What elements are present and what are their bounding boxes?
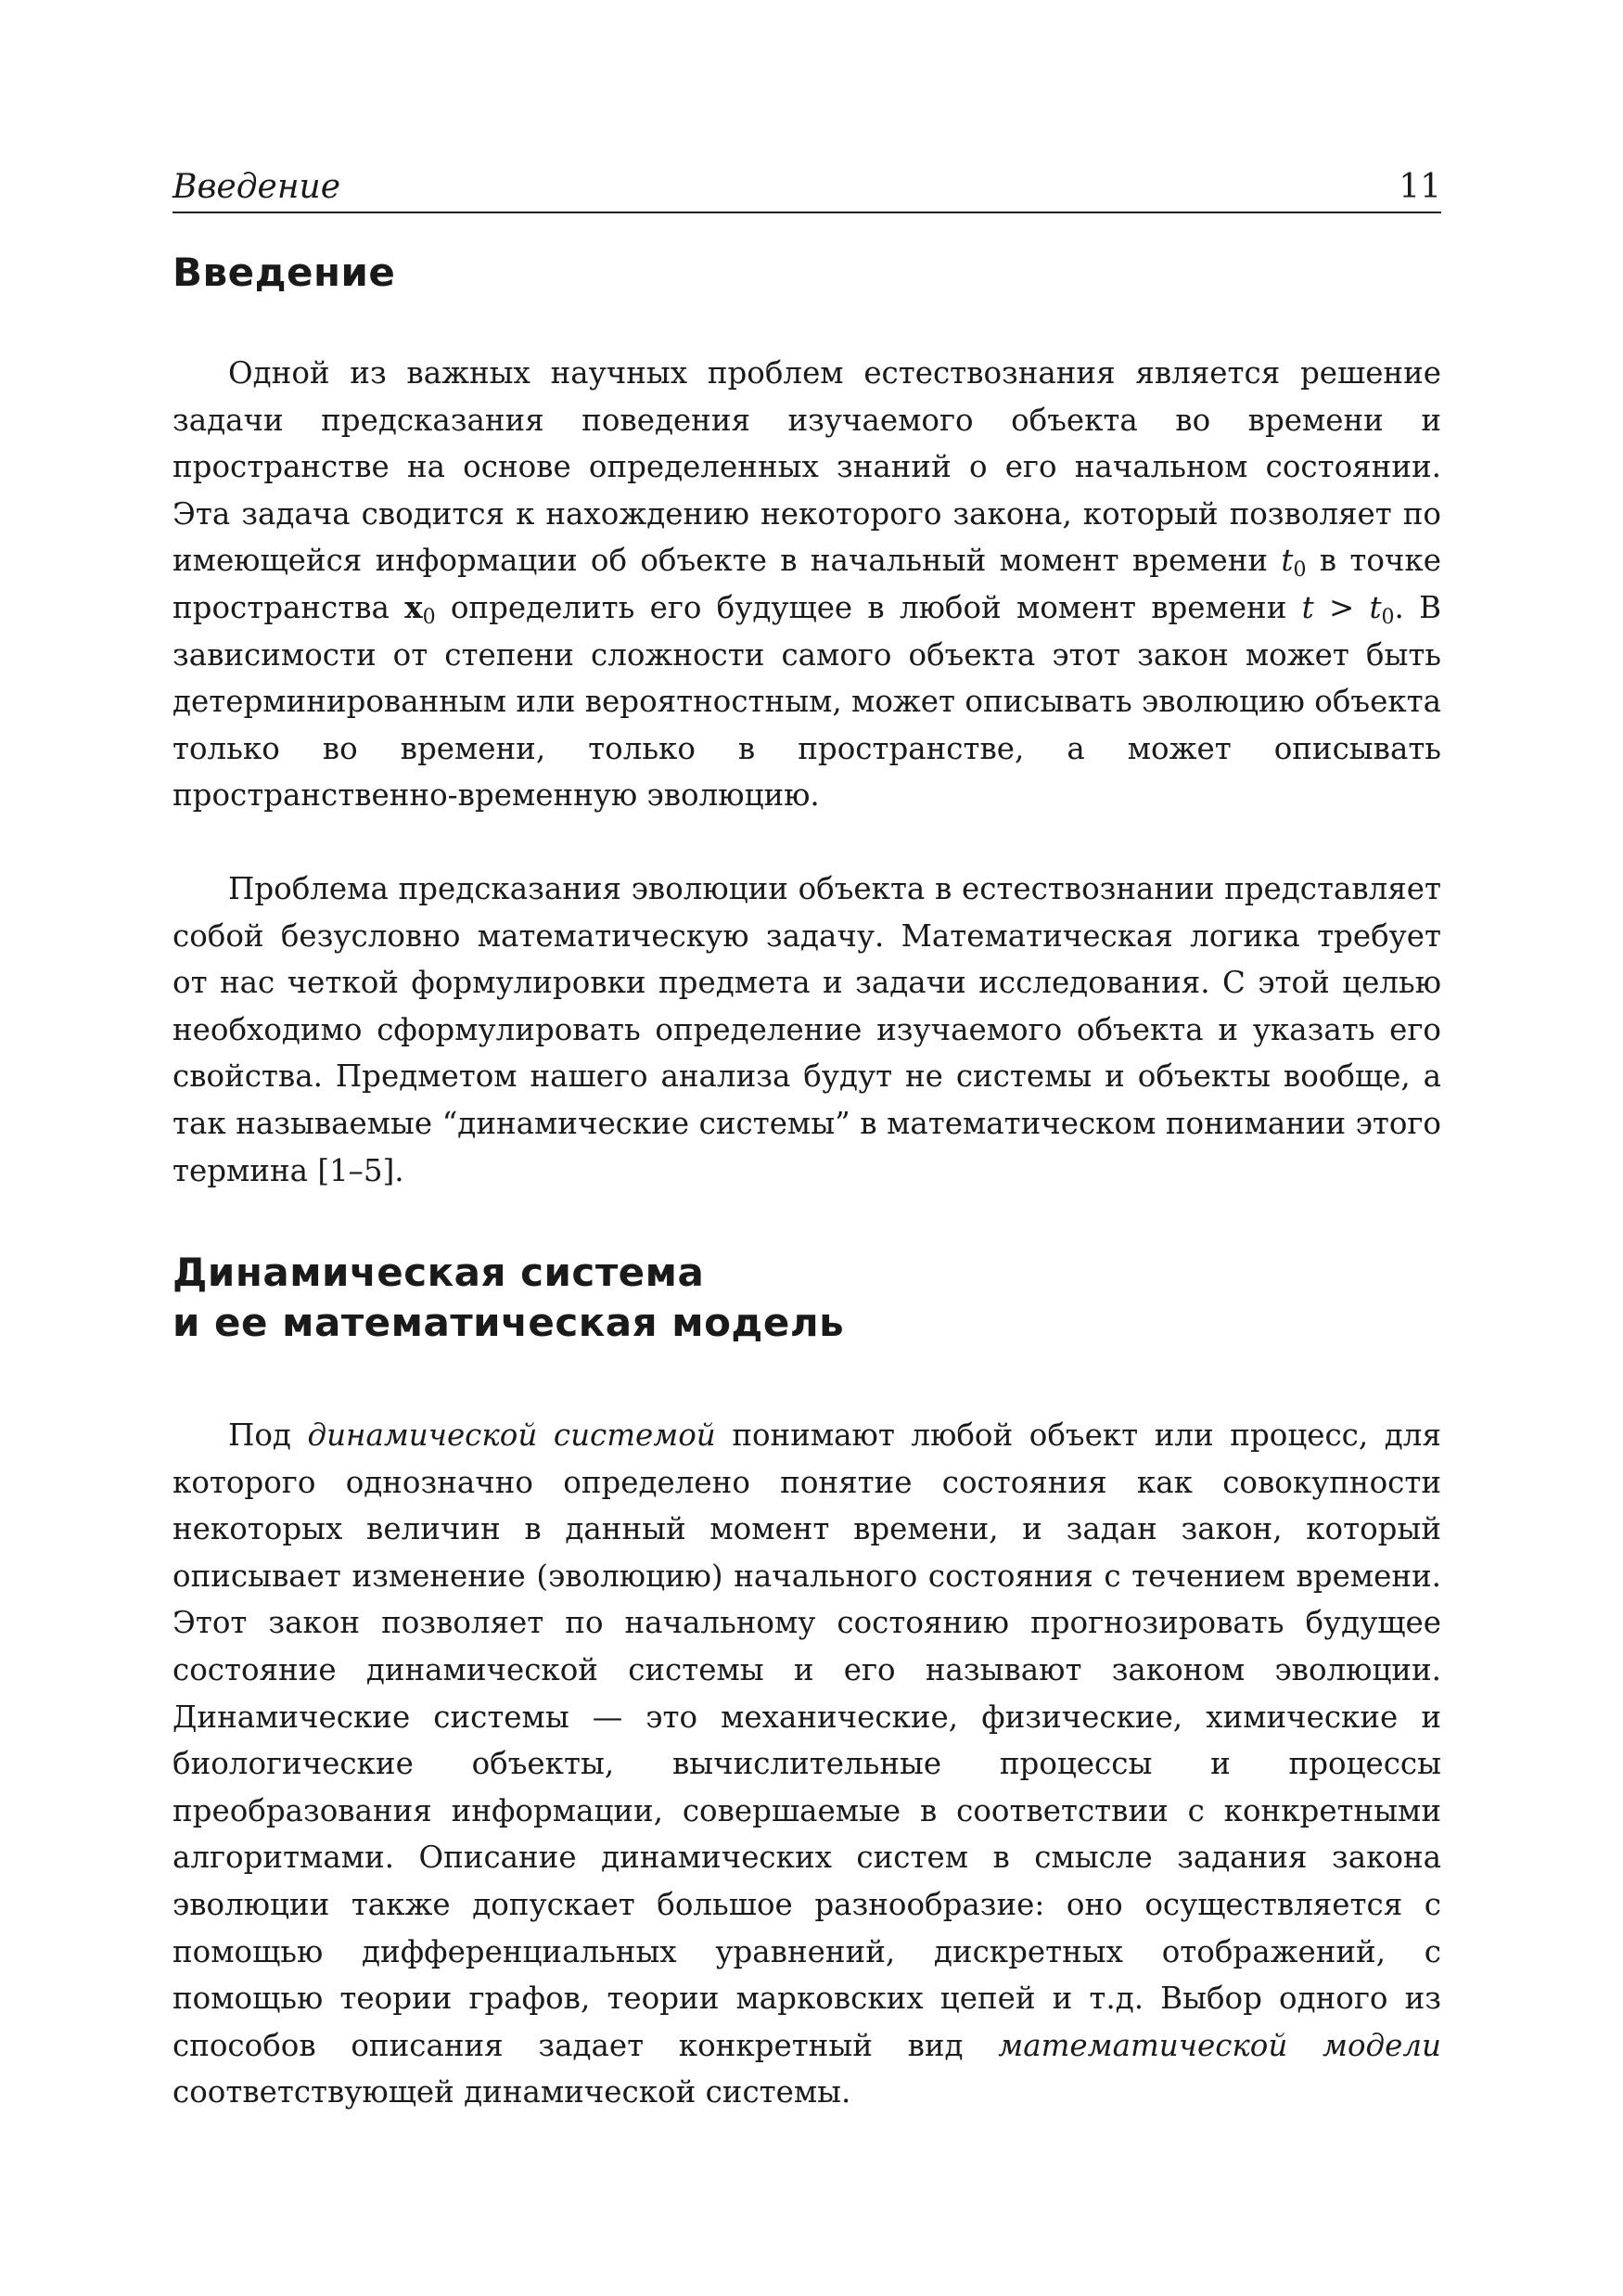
section-title-introduction: Введение (173, 250, 396, 295)
math-t0-symbol: t (1281, 543, 1294, 579)
math-t0 (1281, 543, 1307, 583)
math-ineq-rhs: t (1369, 589, 1382, 625)
ds-term-math-model: математической модели (998, 2027, 1441, 2063)
ds-term-dynamic-system: динамической системой (307, 1417, 716, 1453)
section-title-dynamic-system (173, 1248, 844, 1348)
ds-text-tail: соответствующей динамической системы. (173, 2074, 851, 2110)
intro-p1-text-d: . В зависимости от степени сложности самого объекта этот закон может быть детерминированным или вероятностным, может описывать эволюцию объекта только во времени, только в пространстве, а может описывать пространственно-временную эволюцию. (173, 589, 1442, 814)
running-header (173, 165, 1441, 213)
section-title-line-1: Динамическая система (173, 1250, 705, 1295)
intro-paragraph-1 (173, 350, 1441, 819)
intro-paragraph-2: Проблема предсказания эволюции объекта в естествознании представляет собой безусловно математическую задачу. Математическая логика требует от нас четкой формулировки предмета и задачи исследования. С этой целью необходимо сформулировать определение изучаемого объекта и указать его свойства. Предметом нашего анализа будут не системы и объекты вообще, а так называемые “динамические системы” в математическом понимании этого термина [1–5]. (173, 871, 1441, 1188)
ds-text-middle: понимают любой объект или процесс, для которого однозначно определено понятие состояния как совокупности некоторых величин в данный момент времени, и задан закон, который описывает изменение (эволюцию) начального состояния с течением времени. Этот закон позволяет по начальному состоянию прогнозировать будущее состояние динамической системы и его называют законом эволюции. Динамические системы — это механические, физические, химические и биологические объекты, вычислительные процессы и процессы преобразования информации, совершаемые в соответствии с конкретными алгоритмами. Описание динамических систем в смысле задания закона эволюции также допускает большое разнообразие: оно осуществляется с помощью дифференциальных уравнений, дискретных отображений, с помощью теории графов, теории марковских цепей и т.д. Выбор одного из способов описания задает конкретный вид (173, 1417, 1441, 2063)
math-ineq-lhs: t (1301, 589, 1314, 625)
math-inequality (1301, 589, 1395, 629)
intro-p1-text-a: Одной из важных научных проблем естествознания является решение задачи предсказания поведения изучаемого объекта во времени и пространстве на основе определенных знаний о его начальном состоянии. Эта задача сводится к нахождению некоторого закона, который позволяет по имеющейся информации об объекте в начальный момент времени (173, 355, 1441, 579)
math-x0-symbol: x (404, 588, 423, 625)
math-x0-subscript: 0 (422, 605, 436, 629)
dynamic-system-paragraph (173, 1412, 1441, 2116)
math-x0 (404, 588, 436, 629)
math-ineq-op: > (1328, 589, 1355, 625)
section-title-line-2: и ее математическая модель (173, 1300, 845, 1345)
running-title: Введение (173, 168, 341, 206)
math-t0-subscript: 0 (1293, 558, 1307, 583)
math-ineq-rhs-subscript: 0 (1381, 605, 1395, 629)
ds-text-lead: Под (228, 1417, 291, 1453)
page-number: 11 (1399, 168, 1441, 206)
intro-p1-text-c: определить его будущее в любой момент времени (450, 589, 1287, 625)
intro-p1-text-b: в точке пространства (173, 543, 1441, 625)
